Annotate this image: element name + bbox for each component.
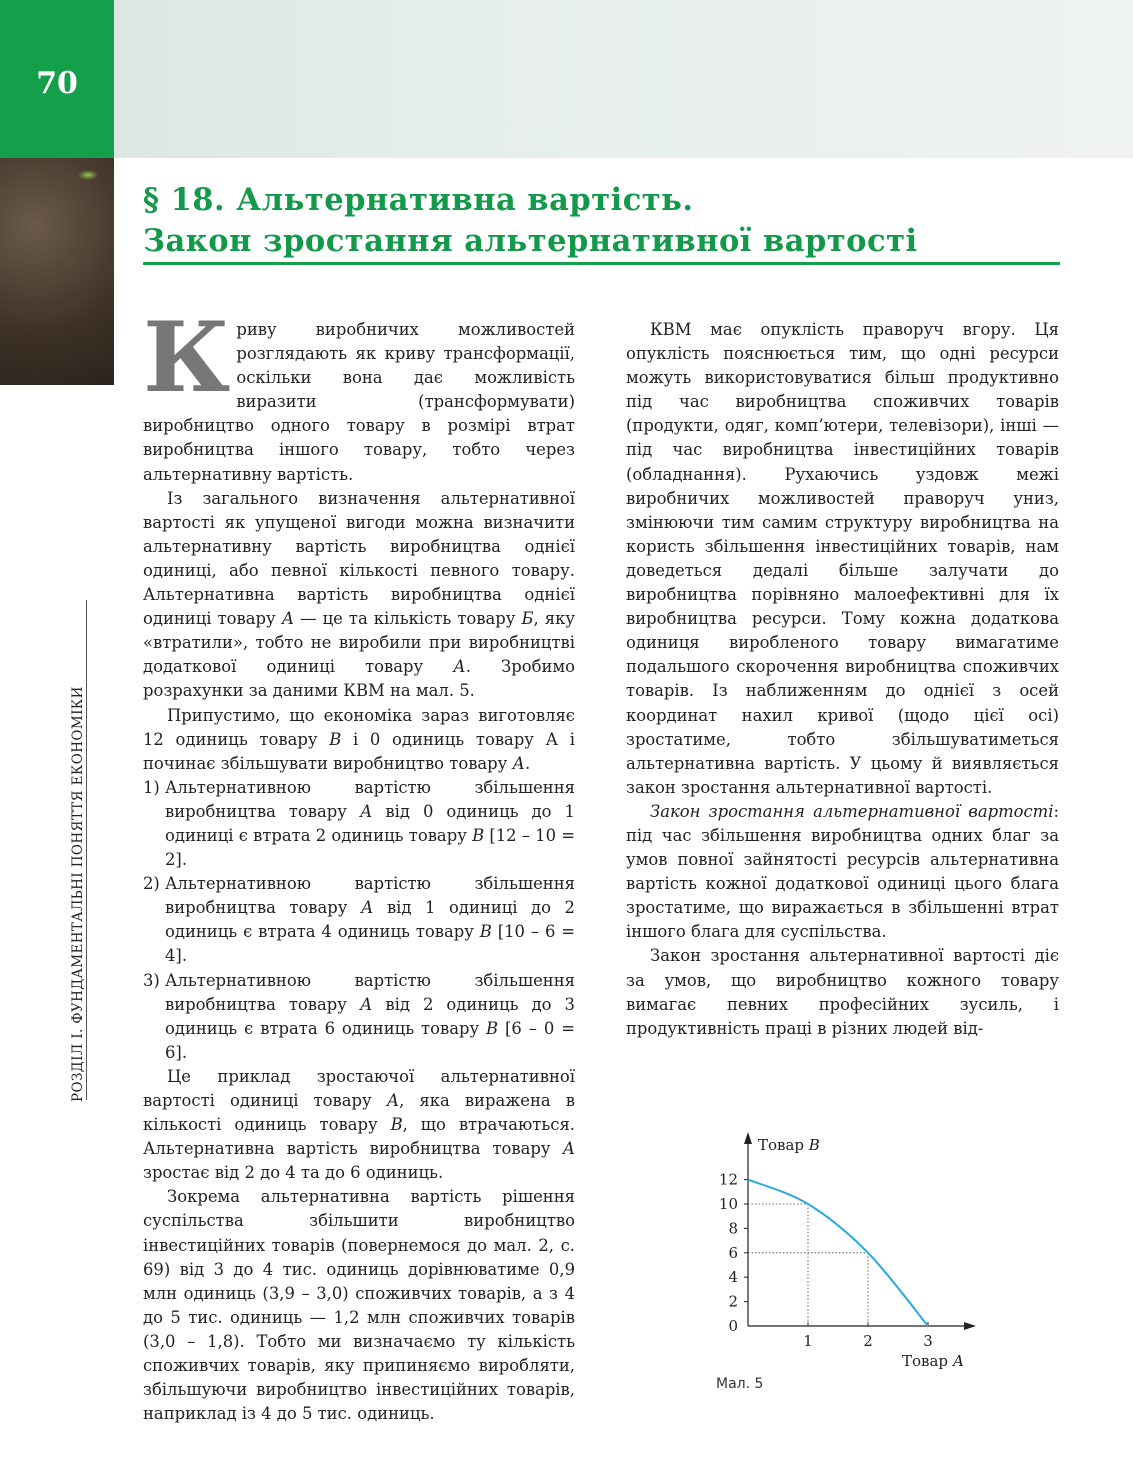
paragraph-intro: Криву виробничих можливостей розглядають як криву трансформації, оскільки вона дає можливість виразити (трансформувати) виробництво одного товару в розмірі втрат виробництва іншого товару, тобто через альтернативну вартість. (143, 301, 575, 484)
paragraph-investment: Зокрема альтернативна вартість рішення суспільства збільшити виробництво інвестиційних товарів (повернемося до мал. 2, с. 69) від 3 до 4 тис. одиниць дорівнюватиме 0,9 млн одиниць (3,9 – 3,0) споживчих товарів, а з 4 до 5 тис. одиниць — 1,2 млн споживчих товарів (3,0 – 1,8). Тобто ми визначаємо ту кількість споживчих товарів, яку припиняємо виробляти, збільшуючи виробництво інвестиційних товарів, наприклад із 4 до 5 тис. одиниць. (143, 1187, 575, 1424)
y-tick-label: 12 (718, 1170, 738, 1189)
section-label: РОЗДІЛ І. ФУНДАМЕНТАЛЬНІ ПОНЯТТЯ ЕКОНОМІКИ (70, 686, 86, 1102)
y-axis-label: Товар В (758, 1136, 820, 1154)
title-underline (143, 262, 1060, 265)
figure-caption: Мал. 5 (716, 1376, 764, 1392)
y-tick-label: 0 (728, 1317, 738, 1335)
header-band (0, 0, 1133, 158)
paragraph-example: Це приклад зростаючої альтернативної вартості одиниці товару А, яка виражена в кількості одиниць товару В, що втрачаються. Альтернативна вартість виробництва товару А зростає від 2 до 4 та до 6 одиниць. (143, 1066, 575, 1183)
y-tick-label: 6 (728, 1243, 738, 1262)
right-column (626, 318, 1059, 1041)
paragraph-law: Закон зростання альтернативної вартості: під час збільшення виробництва одних благ за умов повної зайнятості ресурсів альтернативна вартість кожної додаткової одиниці цього блага зростатиме, що виражається в збільшенні втрат іншого блага для суспільства. (626, 801, 1059, 942)
title-line-2: Закон зростання альтернативної вартості (143, 223, 918, 259)
list-item: 2) Альтернативною вартістю збільшення виробництва товару А від 1 одиниці до 2 одиниць є втрата 4 одиниць товару В [10 – 6 = 4]. (143, 874, 575, 966)
page-number-box (0, 0, 114, 158)
left-column (143, 301, 576, 1426)
y-tick-label: 2 (728, 1292, 738, 1311)
x-axis-arrow (964, 1322, 976, 1330)
page-number: 70 (36, 66, 78, 101)
y-tick-label: 8 (728, 1219, 738, 1238)
list-item: 1) Альтернативною вартістю збільшення виробництва товару А від 0 одиниць до 1 одиниці є втрата 2 одиниць товару В [12 – 10 = 2]. (143, 777, 575, 870)
x-tick-label: 2 (863, 1332, 873, 1350)
paragraph-assumption: Припустимо, що економіка зараз виготовляє 12 одиниць товару В і 0 одиниць товару А і починає збільшувати виробництво товару А. (143, 705, 575, 773)
seedling-photo (0, 158, 114, 385)
list-item: 3) Альтернативною вартістю збільшення виробництва товару А від 2 одиниць до 3 одиниць є втрата 6 одиниць товару В [6 – 0 = 6]. (143, 970, 575, 1062)
y-tick-label: 4 (728, 1268, 738, 1287)
x-tick-label: 3 (923, 1332, 933, 1350)
paragraph-conditions: Закон зростання альтернативної вартості діє за умов, що виробництво кожного товару вимагає певних професійних зусиль, і продуктивність праці в різних людей від- (626, 946, 1059, 1038)
title-line-1: § 18. Альтернативна вартість. (143, 182, 694, 218)
drop-cap: К (143, 301, 231, 414)
x-tick-label: 1 (803, 1332, 813, 1350)
page-title (143, 180, 1073, 262)
x-axis-label: Товар А (902, 1352, 965, 1370)
y-axis-arrow (744, 1132, 752, 1144)
paragraph-definition: Із загального визначення альтернативної вартості як упущеної вигоди можна визначити альтернативну вартість виробництва однієї одиниці, або певної кількості певного товару. Альтернативна вартість виробництва однієї одиниці товару А — це та кількість товару Б, яку «втратили», тобто не виробили при виробництві додаткової одиниці товару А. Зробимо розрахунки за даними КВМ на мал. 5. (143, 488, 576, 701)
ppf-chart-svg (700, 1128, 990, 1378)
ppf-chart (700, 1128, 990, 1378)
side-rule (86, 600, 87, 1100)
ppf-curve (748, 1180, 928, 1326)
paragraph-convexity: КВМ має опуклість праворуч вгору. Ця опуклість пояснюється тим, що одні ресурси можуть використовуватися більш продуктивно під час виробництва споживчих товарів (продукти, одяг, комп’ютери, телевізори), інші — під час виробництва інвестиційних товарів (обладнання). Рухаючись уздовж межі виробничих можливостей праворуч униз, змінюючи тим самим структуру виробництва на користь збільшення інвестиційних товарів, нам доведеться дедалі більше залучати до виробництва порівняно малоефективні для їх виробництва ресурси. Тому кожна додаткова одиниця виробленого товару вимагатиме подальшого скорочення виробництва споживчих товарів. Із наближенням до однієї з осей координат нахил кривої (щодо цієї осі) зростатиме, тобто збільшуватиметься альтернативна вартість. У цьому й виявляється закон зростання альтернативної вартості. (626, 320, 1059, 797)
y-tick-label: 10 (718, 1195, 738, 1213)
